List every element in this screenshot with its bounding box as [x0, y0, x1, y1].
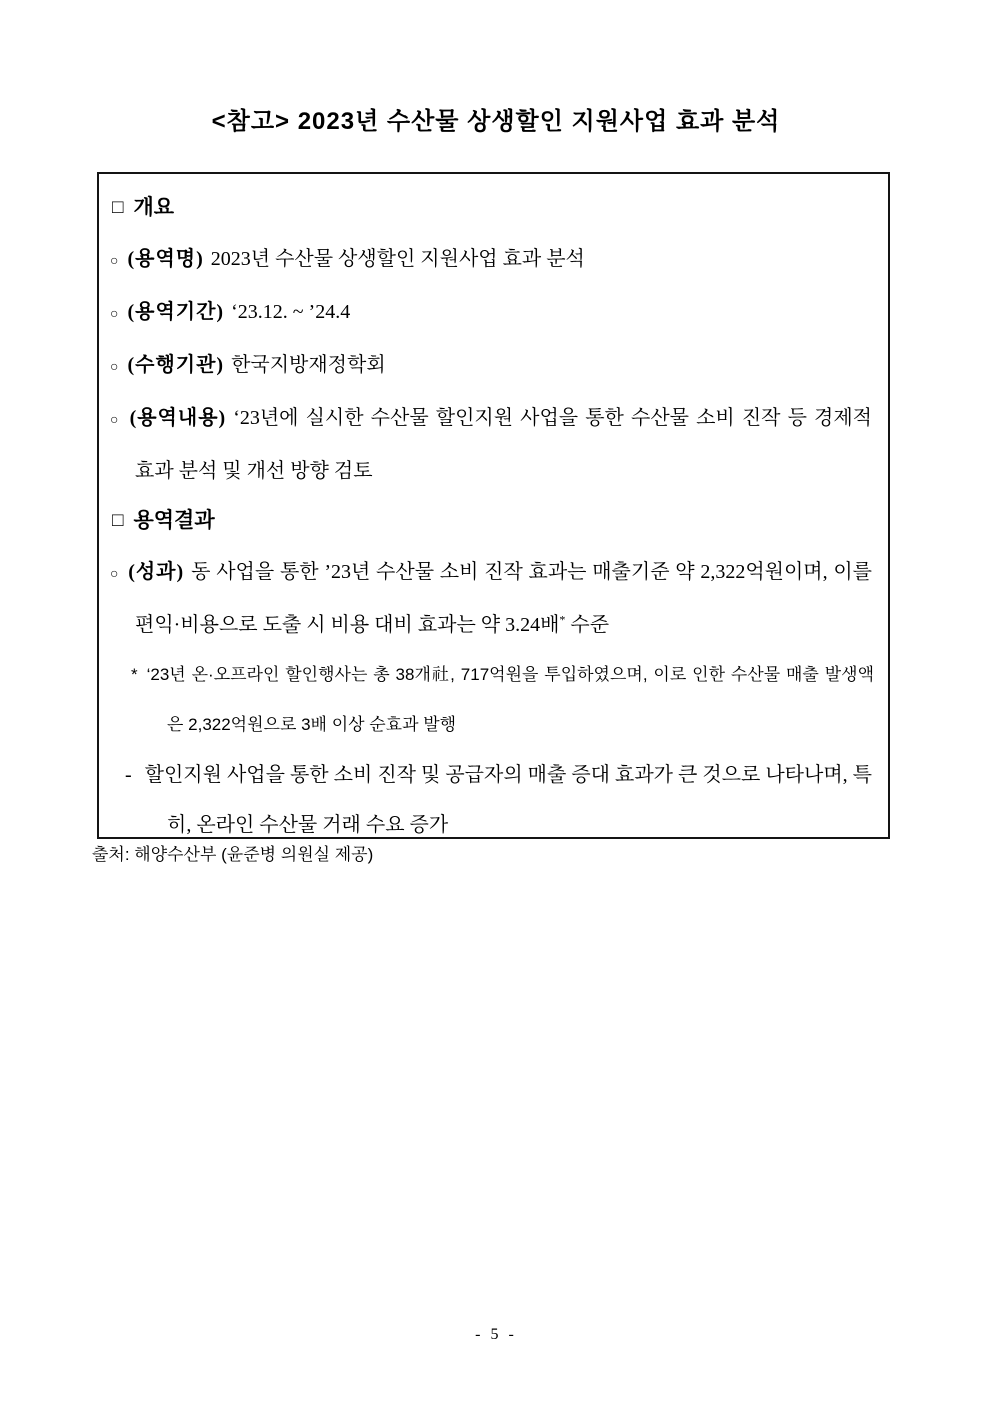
bullet-label: (용역기간): [127, 301, 225, 323]
reference-info-box: [97, 172, 890, 839]
circle-bullet-icon: ○: [110, 254, 119, 269]
bullet-label: (용역내용): [129, 407, 227, 429]
page-number: - 5 -: [475, 1326, 517, 1343]
footnote-text: ‘23년 온·오프라인 할인행사는 총 38개社, 717억원을 투입하였으며, 이로 인한 수산물 매출 발생액은 2,322억원으로 3배 이상 순효과 발행: [146, 665, 874, 734]
heading-results-label: 용역결과: [133, 509, 215, 532]
square-bullet-icon: □: [112, 197, 124, 218]
dash-marker: -: [125, 764, 132, 786]
asterisk-marker: *: [131, 665, 138, 684]
bullet-label: (수행기관): [127, 354, 225, 376]
dash-text: 할인지원 사업을 통한 소비 진작 및 공급자의 매출 증대 효과가 큰 것으로 나타나며, 특히, 온라인 수산물 거래 수요 증가: [144, 764, 872, 836]
bullet-text: ‘23.12. ~ ’24.4: [231, 301, 351, 323]
bullet-agency: [99, 340, 888, 393]
heading-overview-label: 개요: [133, 196, 175, 219]
bullet-text-tail: 수준: [565, 614, 610, 636]
dash-finding: [99, 750, 888, 850]
bullet-project-name: [99, 234, 888, 287]
bullet-project-content: [99, 393, 888, 496]
source-note: 출처: 해양수산부 (윤준병 의원실 제공): [92, 845, 374, 864]
circle-bullet-icon: ○: [110, 307, 119, 322]
bullet-label: (성과): [128, 561, 185, 583]
bullet-text: ‘23년에 실시한 수산물 할인지원 사업을 통한 수산물 소비 진작 등 경제적 효과 분석 및 개선 방향 검토: [135, 407, 872, 482]
bullet-text: 2023년 수산물 상생할인 지원사업 효과 분석: [210, 248, 585, 270]
heading-overview: [99, 183, 888, 234]
bullet-label: (용역명): [127, 248, 204, 270]
footnote-reference-asterisk: *: [559, 612, 566, 627]
footnote-note: [99, 650, 888, 750]
bullet-text: 동 사업을 통한 ’23년 수산물 소비 진작 효과는 매출기준 약 2,322억원이며, 이를 편익·비용으로 도출 시 비용 대비 효과는 약 3.24배: [135, 561, 872, 636]
square-bullet-icon: □: [112, 510, 124, 531]
bullet-project-period: [99, 287, 888, 340]
circle-bullet-icon: ○: [110, 567, 120, 582]
bullet-outcome: [99, 547, 888, 650]
document-title: <참고> 2023년 수산물 상생할인 지원사업 효과 분석: [211, 108, 781, 135]
circle-bullet-icon: ○: [110, 360, 119, 375]
heading-results: [99, 496, 888, 547]
circle-bullet-icon: ○: [110, 413, 121, 428]
bullet-text: 한국지방재정학회: [231, 354, 386, 376]
